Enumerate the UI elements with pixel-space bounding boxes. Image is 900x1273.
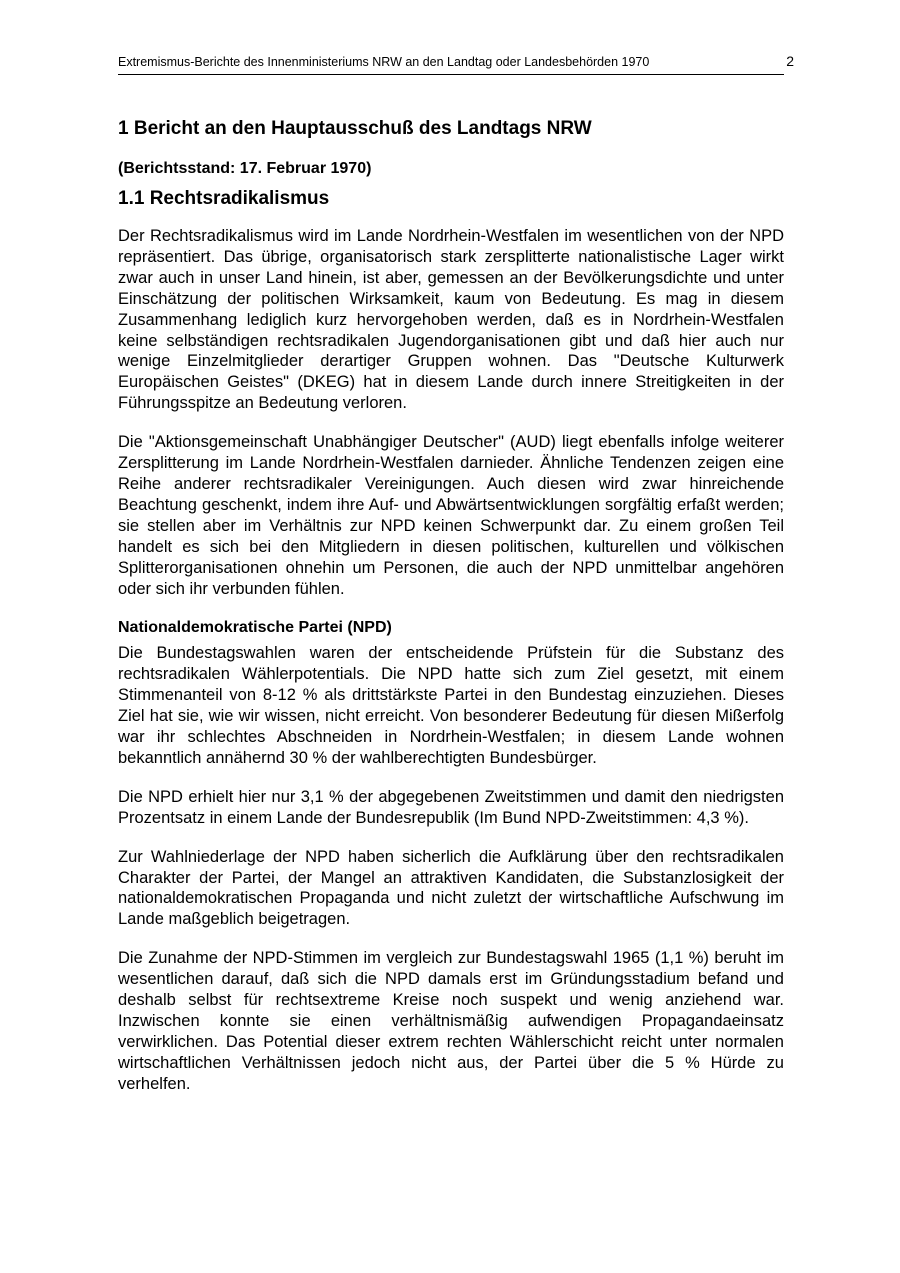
paragraph: Die Zunahme der NPD-Stimmen im vergleich zur Bundestagswahl 1965 (1,1 %) beruht im wesentlichen darauf, daß sich die NPD damals erst im Gründungsstadium befand und deshalb selbst für rechtsextreme Kreise noch suspekt und wenig anziehend war. Inzwischen konnte sie einen verhältnismäßig aufwendigen Propagandaeinsatz verwirklichen. Das Potential dieser extrem rechten Wählerschicht reicht unter normalen wirtschaftlichen Verhältnissen jedoch nicht aus, der Partei über die 5 % Hürde zu verhelfen. [118, 949, 784, 1093]
running-header [118, 53, 794, 75]
document-body [118, 116, 784, 1113]
header-title: Extremismus-Berichte des Innenministeriums NRW an den Landtag oder Landesbehörden 1970 [118, 55, 650, 69]
section-title: 1.1 Rechtsradikalismus [118, 188, 330, 209]
chapter-title: 1 Bericht an den Hauptausschuß des Landtags NRW [118, 118, 592, 139]
paragraph: Zur Wahlniederlage der NPD haben sicherlich die Aufklärung über den rechtsradikalen Charakter der Partei, der Mangel an attraktiven Kandidaten, die Substanzlosigkeit der nationaldemokratischen Propaganda und nicht zuletzt der wirtschaftliche Aufschwung im Lande maßgeblich beigetragen. [118, 847, 784, 929]
paragraph: Die NPD erhielt hier nur 3,1 % der abgegebenen Zweitstimmen und damit den niedrigsten Prozentsatz in einem Lande der Bundesrepublik (Im Bund NPD-Zweitstimmen: 4,3 %). [118, 787, 784, 827]
paragraph: Der Rechtsradikalismus wird im Lande Nordrhein-Westfalen im wesentlichen von der NPD repräsentiert. Das übrige, organisatorisch stark zersplitterte nationalistische Lager wirkt zwar auch in unser Land hinein, ist aber, gemessen an der Bevölkerungsdichte und unter Einschätzung der politischen Wirksamkeit, kaum von Bedeutung. Es mag in diesem Zusammenhang lediglich kurz hervorgehoben werden, daß es in Nordrhein-Westfalen keine selbständigen rechtsradikalen Jugendorganisationen gibt und daß hier auch nur wenige Einzelmitglieder derartiger Gruppen wohnen. Das "Deutsche Kulturwerk Europäischen Geistes" (DKEG) hat in diesem Lande durch innere Streitigkeiten in der Führungsspitze an Bedeutung verloren. [118, 227, 784, 413]
report-status: (Berichtsstand: 17. Februar 1970) [118, 160, 372, 177]
paragraph: Die Bundestagswahlen waren der entscheidende Prüfstein für die Substanz des rechtsradikalen Wählerpotentials. Die NPD hatte sich zum Ziel gesetzt, mit einem Stimmenanteil von 8-12 % als drittstärkste Partei in den Bundestag einzuziehen. Dieses Ziel hat sie, wie wir wissen, nicht erreicht. Von besonderer Bedeutung für diesen Mißerfolg war ihr schlechtes Abschneiden in Nordrhein-Westfalen; in diesem Lande wohnen bekanntlich annähernd 30 % der wahlberechtigten Bundesbürger. [118, 644, 784, 767]
subsection-title: Nationaldemokratische Partei (NPD) [118, 619, 392, 637]
paragraph: Die "Aktionsgemeinschaft Unabhängiger Deutscher" (AUD) liegt ebenfalls infolge weiterer Zersplitterung im Lande Nordrhein-Westfalen darnieder. Ähnliche Tendenzen zeigen eine Reihe anderer rechtsradikaler Vereinigungen. Auch diesen wird zwar hinreichende Beachtung geschenkt, indem ihre Auf- und Abwärtsentwicklungen sorgfältig erfaßt werden; sie stellen aber im Verhältnis zur NPD keinen Schwerpunkt dar. Zu einem großen Teil handelt es sich bei den Mitgliedern in diesen politischen, kulturellen und völkischen Splitterorganisationen ohnehin um Personen, die auch der NPD unmittelbar angehören oder sich ihr verbunden fühlen. [118, 433, 784, 598]
page-number: 2 [786, 53, 794, 69]
